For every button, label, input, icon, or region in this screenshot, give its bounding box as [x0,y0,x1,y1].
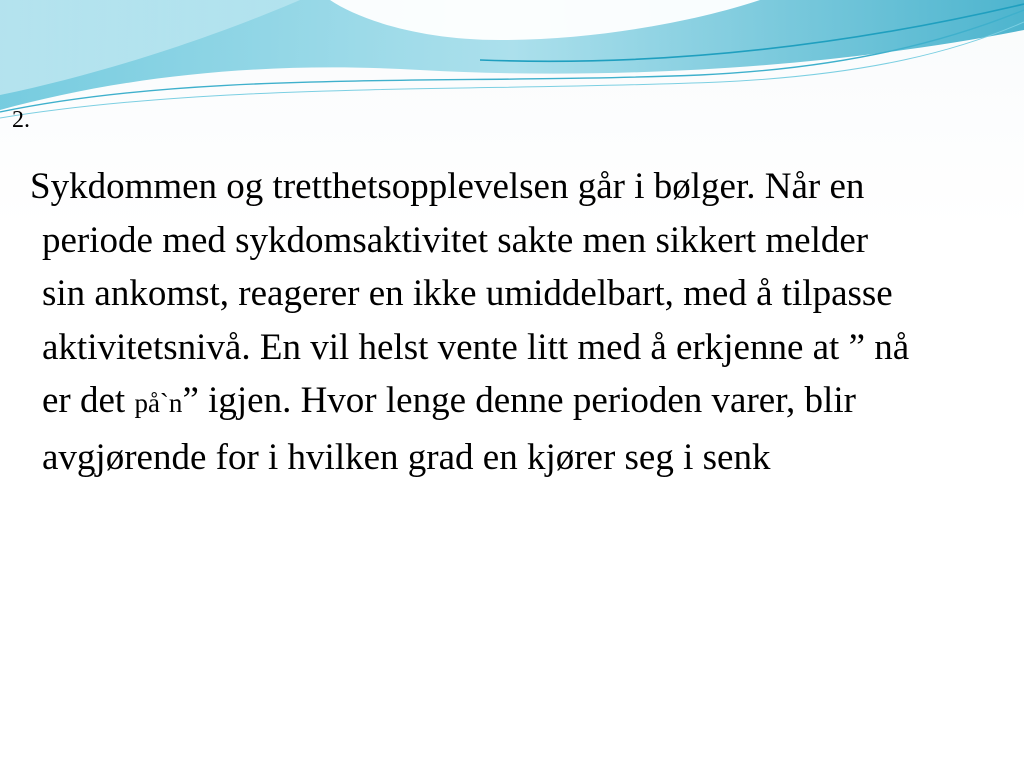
body-paragraph [30,160,912,484]
body-text-end: ” igjen. Hvor lenge denne perioden varer, blir avgjørende for i hvilken grad en kjører seg i senk [42,380,856,478]
body-text-main: Sykdommen og tretthetsopplevelsen går i bølger. Når en periode med sykdomsaktivitet sakte men sikkert melder sin ankomst, reagerer en ikke umiddelbart, med å tilpasse aktivitetsnivå. En vil helst vente litt med å erkjenne at ” nå er det [30,166,910,421]
body-text-small: på`n [134,388,183,418]
header-wave-decoration [0,0,1024,133]
slide-number: 2. [12,107,30,133]
